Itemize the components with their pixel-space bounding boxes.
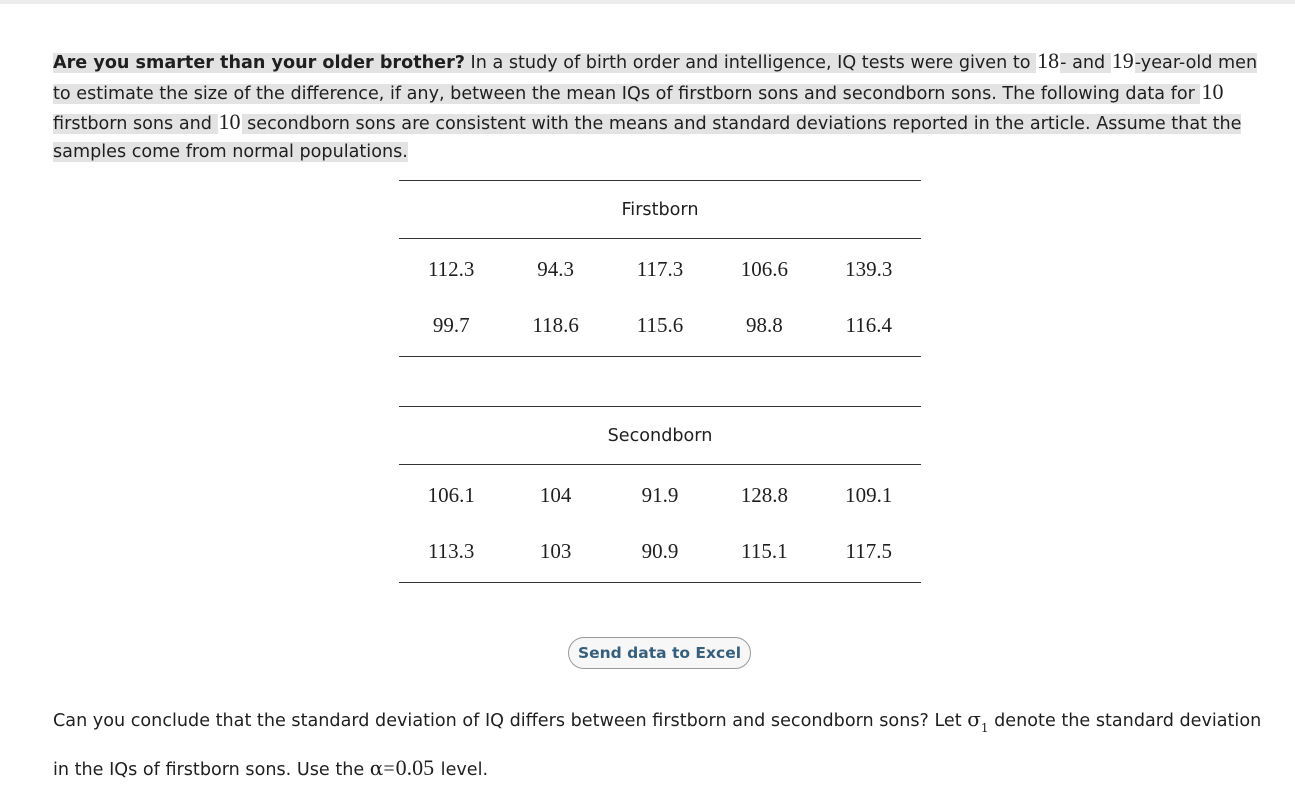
table-row [399, 239, 921, 299]
secondborn-header: Secondborn [399, 407, 921, 465]
age-18: 18 [1037, 48, 1060, 73]
table-cell: 106.1 [427, 483, 475, 507]
table-cell: 117.3 [636, 257, 684, 281]
question-text [53, 700, 1278, 790]
question-text-3: level. [435, 760, 489, 780]
table-cell: 128.8 [740, 483, 788, 507]
table-row [399, 465, 921, 525]
firstborn-table [399, 180, 921, 357]
table-cell: 91.9 [641, 483, 679, 507]
table-cell: 104 [539, 483, 572, 507]
table-cell: 112.3 [427, 257, 475, 281]
table-cell: 109.1 [845, 483, 893, 507]
equals-sign: = [383, 758, 395, 780]
sample-size-firstborn: 10 [1201, 78, 1224, 104]
table-cell: 118.6 [503, 298, 607, 357]
table-cell: 139.3 [845, 257, 893, 281]
sigma-symbol: σ [967, 707, 981, 731]
top-divider [0, 0, 1295, 4]
intro-text-5: secondborn sons are consistent with the means and standard deviations reported in the article. Assume that the samples come from normal populations. [53, 114, 1242, 162]
send-data-to-excel-button[interactable]: Send data to Excel [568, 637, 751, 669]
question-text-2: denote the standard deviation in the IQs of firstborn sons. Use the [53, 711, 1262, 780]
table-row [399, 524, 921, 583]
table-cell: 90.9 [608, 524, 712, 583]
intro-text-2: - and [1060, 53, 1111, 73]
firstborn-header: Firstborn [399, 181, 921, 239]
age-19: 19 [1111, 48, 1134, 73]
table-cell: 116.4 [817, 298, 921, 357]
intro-text-4: firstborn sons and [53, 114, 218, 134]
table-cell: 94.3 [537, 257, 574, 281]
table-cell: 115.6 [608, 298, 712, 357]
table-cell: 98.8 [712, 298, 816, 357]
table-cell: 106.6 [740, 257, 788, 281]
table-cell: 99.7 [399, 298, 503, 357]
sigma-subscript: 1 [980, 721, 989, 735]
sample-size-secondborn: 10 [218, 109, 241, 134]
intro-bold-lead: Are you smarter than your older brother? [53, 53, 465, 73]
intro-text-3: -year-old men to estimate the size of the difference, if any, between the mean IQs of firstborn sons and secondborn sons. The following data for [53, 53, 1258, 104]
table-cell: 103 [503, 524, 607, 583]
alpha-symbol: α [369, 756, 384, 780]
question-text-1: Can you conclude that the standard deviation of IQ differs between firstborn and secondborn sons? Let [53, 711, 968, 731]
significance-level: 0.05 [395, 755, 435, 780]
problem-intro [53, 47, 1268, 166]
secondborn-table [399, 406, 921, 583]
table-cell: 113.3 [399, 524, 503, 583]
intro-text-1: In a study of birth order and intelligence, IQ tests were given to [464, 53, 1037, 73]
table-cell: 117.5 [817, 524, 921, 583]
table-row [399, 298, 921, 357]
table-cell: 115.1 [712, 524, 816, 583]
